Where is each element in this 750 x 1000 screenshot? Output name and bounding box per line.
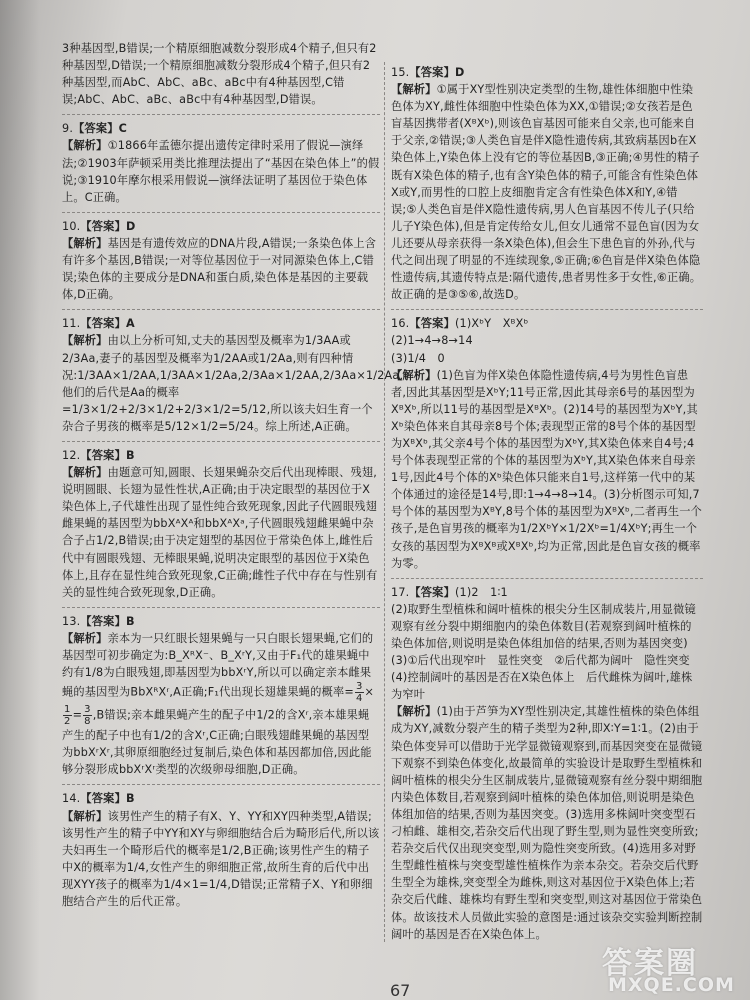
fraction-three-quarters (355, 681, 364, 704)
analysis-label: 【解析】 (391, 705, 437, 719)
analysis-text: (1)色盲为伴X染色体隐性遗传病,4号为男性色盲患者,因此其基因型是XᵇY;11号正常,因此其母亲6号的基因型为XᴮXᵇ,所以11号的基因型是XᴮXᵇ。(2)14号的基因型为XᵇY,其Xᵇ染色体来自其母亲8号个体;表现型正常的8号个体的基因型为XᴮXᵇ,其父亲4号个体的基因型为XᵇY,其X染色体来自4号;4号个体表现型正常的个体的基因型为XᵇY,其X染色体来自母亲1号,因此4号个体的Xᵇ染色体只能来自1号,这样第一代中的某个体通过的途径是14号,即:1→4→8→14。(3)分析图示可知,7号个体的基因型为XᴮY,8号个体的基因型为XᴮXᵇ,二者再生一个孩子,是色盲男孩的概率为1/2XᵇY×1/2Xᵇ=1/4XᵇY;再生一个女孩的基因型为XᴮXᴮ或XᴮXᵇ,均为正常,因此是色盲女孩的概率为零。 (391, 368, 703, 570)
answer-value: (1)XᵇY XᴮXᵇ (454, 317, 529, 331)
analysis-text: ①1866年孟德尔提出遗传定律时采用了假说—演绎法;②1903年萨顿采用类比推理法提出了“基因在染色体上”的假说;③1910年摩尔根采用假说—演绎法证明了基因位于染色体上。C正确。 (62, 139, 380, 204)
answer-line (62, 218, 380, 235)
fraction-denominator: 2 (64, 716, 71, 728)
fraction-denominator: 8 (84, 716, 91, 728)
answer-value: A (125, 317, 135, 331)
answer-part-2: (2)取野生型植株和阔叶植株的根尖分生区制成装片,用显微镜观察有丝分裂中期细胞内的染色体数目(若观察到阔叶植株的染色体加倍,则说明是染色体组加倍的结果,否则为基因突变) (391, 602, 696, 650)
analysis (391, 703, 703, 942)
analysis (62, 137, 380, 205)
binding-shadow (0, 0, 40, 1000)
fraction-one-half (63, 704, 72, 727)
question-number: 9. (62, 122, 74, 136)
fraction-three-eighths (83, 704, 92, 727)
answer-line (62, 613, 380, 630)
answer-value: B (125, 614, 135, 628)
item-16 (391, 309, 703, 571)
item-10 (62, 212, 380, 303)
fraction-denominator: 4 (355, 693, 363, 705)
analysis-text: 该男性产生的精子有X、Y、YY和XY四种类型,A错误;该男性产生的精子中YY和XY与卵细胞结合后为畸形后代,所以该夫妇再生一个畸形后代的概率是1/2,B正确;该男性产生的精子中X的概率为1/4,女性产生的卵细胞正常,故所生育的后代中出现XYY孩子的概率为1/4×1=1/4,D错误;正常精子X、Y和卵细胞结合产生的后代正常。 (62, 809, 380, 909)
analysis-text: 由以上分析可知,丈夫的基因型及概率为1/3AA或2/3Aa,妻子的基因型及概率为1/2AA或1/2Aa,则有四种情况:1/3AA×1/2AA,1/3AA×1/2Aa,2/3Aa×1/2AA,2/3Aa×1/2Aa,他们的后代是Aa的概率=1/3×1/2+2/3×1/2+2/3×1/2=5/12,所以该夫妇生育一个杂合子男孩的概率是5/12×1/2=5/24。综上所述,A正确。 (62, 334, 404, 433)
analysis (62, 464, 380, 601)
analysis (62, 808, 380, 911)
question-number: 10. (62, 219, 81, 233)
analysis (62, 235, 380, 303)
question-number: 17. (391, 585, 410, 599)
item-9 (62, 114, 380, 205)
fragment-text: 3种基因型,B错误;一个精原细胞减数分裂形成4个精子,但只有2种基因型,D错误;一个精原细胞减数分裂形成4个精子,但只有2种基因型,而AbC、AbC、aBc、aBc中有4种基因型,C错误;AbC、AbC、aBc、aBc中有4种基因型,D错误。 (62, 42, 377, 107)
analysis-label: 【解析】 (62, 809, 108, 823)
answer-line (391, 64, 703, 81)
analysis-text-a: 亲本为一只红眼长翅果蝇与一只白眼长翅果蝇,它们的基因型可初步确定为:B_XᴿX⁻、B_XʳY,又由于F₁代的雄果蝇中约有1/8为白眼残翅,即基因型为bbXʳY,所以可以确定亲本雌果蝇的基因型为BbXᴿXʳ,A正确;F₁代出现长翅雄果蝇的概率= (62, 631, 374, 699)
answer-line (62, 120, 380, 137)
answer-line (62, 790, 380, 807)
fraction-numerator: 3 (84, 704, 91, 716)
item-13 (62, 607, 380, 779)
answer-part-4: (4)控制阔叶的基因是否在X染色体上 后代雌株为阔叶,雄株为窄叶 (391, 671, 693, 702)
analysis-text: ①属于XY型性别决定类型的生物,雄性体细胞中性染色体为XY,雌性体细胞中性染色体为XX,①错误;②女孩若是色盲基因携带者(XᴮXᵇ),则该色盲基因可能来自父亲,也可能来自于父亲,②错误;③人类色盲是伴X隐性遗传病,其致病基因b在X染色体上,Y染色体上没有它的等位基因B,③正确;④男性的精子既有X染色体的精子,也有含Y染色体的精子,可能含有性染色体X或Y,而男性的口腔上皮细胞肯定含有性染色体X和Y,④错误;⑤人类色盲是伴X隐性遗传病,男人色盲基因不传儿子(只给儿子Y染色体),但是肯定传给女儿,但女儿通常不显色盲(因为女儿还要从母亲获得一条X染色体),但会生下患色盲的外孙,代与代之间出现了明显的不连续现象,⑤正确;⑥色盲是伴X染色体隐性遗传病,其遗传特点是:隔代遗传,患者男性多于女性,⑥正确。故正确的是③⑤⑥,故选D。 (391, 83, 702, 302)
answer-value: D (454, 66, 465, 79)
analysis-text: 由题意可知,圆眼、长翅果蝇杂交后代出现棒眼、残翅,说明圆眼、长翅为显性性状,A正确;由于决定眼型的基因位于X染色体上,子代雄性出现了显性纯合致死现象,因此子代圆眼残翅雌果蝇的基因型为bbXᴬXᴬ和bbXᴬXᵃ,子代圆眼残翅雌果蝇中杂合子占1/2,B错误;由于决定翅型的基因位于常染色体上,雌性后代中有圆眼残翅、无棒眼果蝇,说明决定眼型的基因位于X染色体上,且存在显性纯合致死现象,C正确;雌性子代中存在与性别有关的显性纯合致死现象,D正确。 (62, 466, 378, 599)
question-number: 16. (391, 317, 410, 331)
answer-part-3: (3)①后代出现窄叶 显性突变 ②后代都为阔叶 隐性突变 (391, 654, 690, 668)
analysis-label: 【解析】 (391, 368, 437, 382)
answer-label: 【答案】 (409, 66, 455, 79)
item-15 (391, 64, 703, 303)
analysis-text-b: ,B错误;亲本雌果蝇产生的配子中1/2的含Xʳ,亲本雄果蝇产生的配子中也有1/2的含Xʳ,C正确;白眼残翅雌果蝇的基因型为bbXʳXʳ,其卵原细胞经过复制后,染色体和基因都加倍,因此能够分裂形成bbXʳXʳ类型的次级卵母细胞,D正确。 (62, 708, 372, 777)
answer-part-3: (3)1/4 0 (391, 351, 445, 365)
fraction-numerator: 1 (64, 704, 71, 716)
analysis-label: 【解析】 (62, 334, 108, 348)
question-number: 15. (391, 66, 410, 79)
answer-label: 【答案】 (80, 448, 126, 462)
analysis-label: 【解析】 (62, 236, 108, 250)
analysis (62, 332, 404, 435)
answer-label: 【答案】 (409, 317, 455, 331)
answer-line (391, 584, 703, 601)
answer-value: (1)2 1∶1 (454, 585, 508, 599)
answer-part-2: (2)1→4→8→14 (391, 334, 473, 348)
answer-label: 【答案】 (73, 122, 119, 136)
answer-line (62, 315, 380, 332)
analysis-label: 【解析】 (62, 139, 108, 153)
analysis (391, 367, 703, 572)
analysis-text: (1)由于芦笋为XY型性别决定,其雄性植株的染色体组成为XY,减数分裂产生的精子类型为2种,即X∶Y=1∶1。(2)由于染色体变异可以借助于光学显微镜观察到,而基因突变在显微镜下观察不到染色体变化,故最简单的实验设计是取野生型植株和阔叶植株的根尖分生区制成装片,显微镜观察有丝分裂中期细胞内染色体数目,若观察到阔叶植株的染色体加倍,则说明是染色体组加倍的结果,否则为基因突变。(3)选用多株阔叶突变型石刁柏雌、雄相交,若杂交后代出现了野生型,则为显性突变所致;若杂交后代仅出现突变型,则为隐性突变所致。(4)选用多对野生型雌性植株与突变型雄性植株作为亲本杂交。若杂交后代野生型全为雄株,突变型全为雌株,则这对基因位于X染色体上;若杂交后代雌、雄株均有野生型和突变型,则这对基因位于常染色体。故该技术人员做此实验的意图是:通过该杂交实验判断控制阔叶的基因是否在X染色体上。 (391, 705, 703, 941)
watermark-chinese-text: 答案圈 (602, 946, 698, 981)
answer-value: D (125, 219, 136, 233)
question-number: 14. (62, 792, 81, 806)
analysis-label: 【解析】 (391, 83, 437, 97)
analysis-label: 【解析】 (62, 631, 108, 645)
item-12 (62, 441, 380, 601)
item-8-continued (62, 40, 380, 108)
answer-value: B (125, 448, 135, 462)
watermark-domain-text: MXQE.COM (608, 974, 735, 996)
analysis-text: 基因是有遗传效应的DNA片段,A错误;一条染色体上含有许多个基因,B错误;一对等位基因位于一对同源染色体上,C错误;染色体的主要成分是DNA和蛋白质,染色体是基因的主要载体,D正确。 (62, 236, 377, 302)
answer-label: 【答案】 (409, 585, 455, 599)
analysis (62, 630, 380, 779)
watermark-logo (602, 938, 742, 998)
times-sign: × (364, 685, 375, 699)
fraction-numerator: 3 (355, 681, 363, 693)
answer-line (391, 315, 703, 332)
answer-label: 【答案】 (80, 317, 126, 331)
analysis-label: 【解析】 (62, 466, 108, 480)
right-column (391, 64, 703, 949)
item-17 (391, 578, 703, 943)
answer-line (62, 447, 380, 464)
answer-label: 【答案】 (80, 614, 126, 628)
page-number: 67 (390, 981, 411, 1000)
analysis (391, 81, 703, 303)
question-number: 12. (62, 448, 81, 462)
question-number: 13. (62, 614, 81, 628)
column-divider (384, 62, 385, 942)
answer-label: 【答案】 (80, 792, 126, 806)
answer-value: B (125, 792, 135, 806)
item-14 (62, 784, 380, 910)
question-number: 11. (62, 317, 81, 331)
answer-value: C (118, 122, 128, 136)
answer-label: 【答案】 (80, 219, 126, 233)
equals-sign: = (72, 708, 83, 722)
